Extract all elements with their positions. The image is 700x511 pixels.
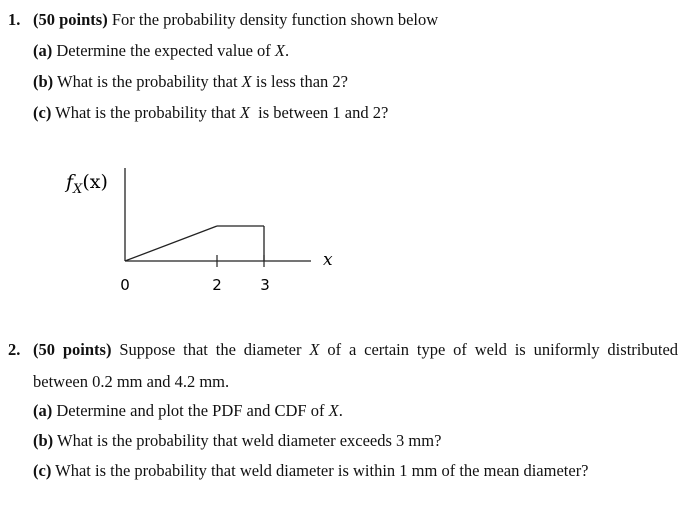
- part-text: Determine the expected value of: [56, 41, 271, 60]
- tick-label-3: 3: [260, 276, 270, 294]
- pdf-rising-segment: [125, 226, 217, 261]
- question-2-intro-pre: Suppose that the diameter: [119, 340, 302, 359]
- part-text: What is the probability that: [57, 72, 238, 91]
- x-axis-label: x: [323, 250, 333, 270]
- question-2b: [33, 431, 441, 451]
- part-end: .: [285, 41, 290, 60]
- question-1-number: 1.: [8, 10, 21, 29]
- variable: X: [328, 401, 339, 420]
- variable: X: [274, 41, 285, 60]
- part-label: (c): [33, 461, 52, 480]
- part-end: is less than 2?: [255, 72, 349, 91]
- variable: X: [239, 103, 250, 122]
- question-2c: [33, 461, 589, 481]
- part-end: .: [338, 401, 343, 420]
- part-label: (b): [33, 431, 54, 450]
- question-1-points: (50 points): [33, 10, 108, 29]
- part-label: (b): [33, 72, 54, 91]
- question-1-intro: For the probability density function shown below: [111, 10, 439, 29]
- question-2-number: 2.: [8, 340, 21, 359]
- tick-label-0: 0: [120, 276, 130, 294]
- y-axis-label: $f_X(x)$: [66, 171, 108, 197]
- variable: X: [241, 72, 252, 91]
- part-end: is between 1 and 2?: [258, 103, 389, 122]
- question-2a: [33, 401, 343, 421]
- part-text: What is the probability that: [55, 103, 236, 122]
- part-label: (a): [33, 41, 53, 60]
- variable: X: [309, 340, 320, 359]
- part-text: What is the probability that weld diameter is within 1 mm of the mean diameter?: [55, 461, 589, 480]
- question-2-intro-continued: between 0.2 mm and 4.2 mm.: [33, 372, 230, 391]
- question-2-heading: [33, 340, 678, 360]
- part-text: What is the probability that weld diameter exceeds 3 mm?: [57, 431, 442, 450]
- question-2-intro-post: of a certain type of weld is uniformly distributed: [327, 340, 679, 359]
- tick-label-2: 2: [212, 276, 222, 294]
- question-2-points: (50 points): [33, 340, 112, 359]
- part-text: Determine and plot the PDF and CDF of: [56, 401, 325, 420]
- part-label: (a): [33, 401, 53, 420]
- part-label: (c): [33, 103, 52, 122]
